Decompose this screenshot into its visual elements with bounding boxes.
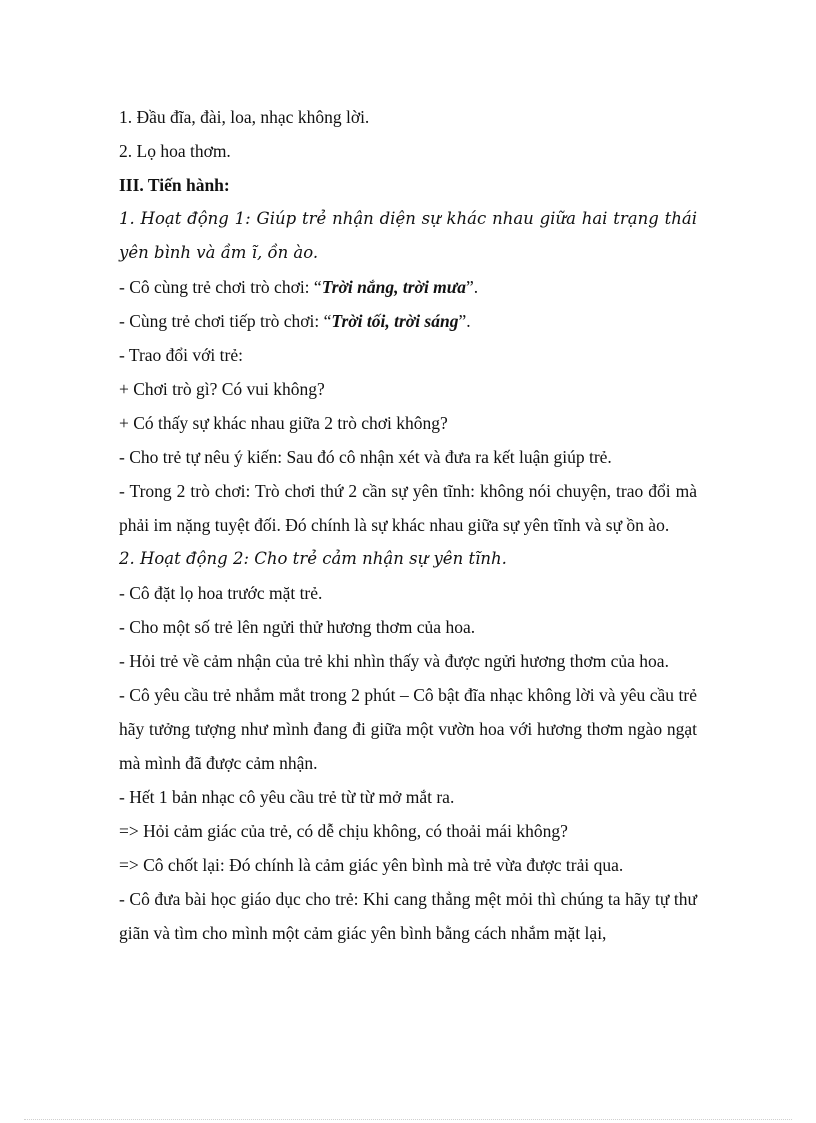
activity-2-title: 2. Hoạt động 2: Cho trẻ cảm nhận sự yên tĩnh. [119,549,507,568]
activity-2-step-4: - Cô yêu cầu trẻ nhắm mắt trong 2 phút – Cô bật đĩa nhạc không lời và yêu cầu trẻ hãy tưởng tượng như mình đang đi giữa một vườn hoa với hương thơm ngào ngạt mà mình đã được cảm nhận. [119,685,697,773]
activity-2-step-5: - Hết 1 bản nhạc cô yêu cầu trẻ từ từ mở mắt ra. [119,787,455,807]
game-1-suffix: ”. [466,277,479,297]
activity-2-step-6: => Hỏi cảm giác của trẻ, có dễ chịu không, có thoải mái không? [119,821,568,841]
opinion-step: - Cho trẻ tự nêu ý kiến: Sau đó cô nhận xét và đưa ra kết luận giúp trẻ. [119,447,612,467]
game-2-suffix: ”. [458,311,471,331]
activity-2-step-1: - Cô đặt lọ hoa trước mặt trẻ. [119,583,323,603]
activity-2-step-8: - Cô đưa bài học giáo dục cho trẻ: Khi cang thẳng mệt mỏi thì chúng ta hãy tự thư giãn và tìm cho mình một cảm giác yên bình bằng cách nhắm mặt lại, [119,889,697,943]
materials-item-1: 1. Đầu đĩa, đài, loa, nhạc không lời. [119,107,370,127]
conclusion-paragraph: - Trong 2 trò chơi: Trò chơi thứ 2 cần sự yên tĩnh: không nói chuyện, trao đổi mà phải im nặng tuyệt đối. Đó chính là sự khác nhau giữa sự yên tĩnh và sự ồn ào. [119,481,697,535]
game-1-name: Trời nắng, trời mưa [321,277,467,297]
discussion-intro: - Trao đổi với trẻ: [119,345,243,365]
activity-2-step-2: - Cho một số trẻ lên ngửi thử hương thơm của hoa. [119,617,476,637]
activity-2-step-7: => Cô chốt lại: Đó chính là cảm giác yên bình mà trẻ vừa được trải qua. [119,855,624,875]
game-2-name: Trời tối, trời sáng [331,311,459,331]
game-2-line [119,304,697,338]
document-body [119,100,697,950]
game-2-prefix: - Cùng trẻ chơi tiếp trò chơi: “ [119,311,332,331]
question-2: + Có thấy sự khác nhau giữa 2 trò chơi không? [119,413,448,433]
game-1-prefix: - Cô cùng trẻ chơi trò chơi: “ [119,277,322,297]
page-bottom-divider [24,1119,792,1120]
activity-1-title: 1. Hoạt động 1: Giúp trẻ nhận diện sự khác nhau giữa hai trạng thái yên bình và ầm ĩ, ồn ào. [119,209,697,262]
materials-item-2: 2. Lọ hoa thơm. [119,141,231,161]
game-1-line [119,270,697,304]
activity-2-step-3: - Hỏi trẻ về cảm nhận của trẻ khi nhìn thấy và được ngửi hương thơm của hoa. [119,651,669,671]
section-heading: III. Tiến hành: [119,175,230,195]
question-1: + Chơi trò gì? Có vui không? [119,379,325,399]
